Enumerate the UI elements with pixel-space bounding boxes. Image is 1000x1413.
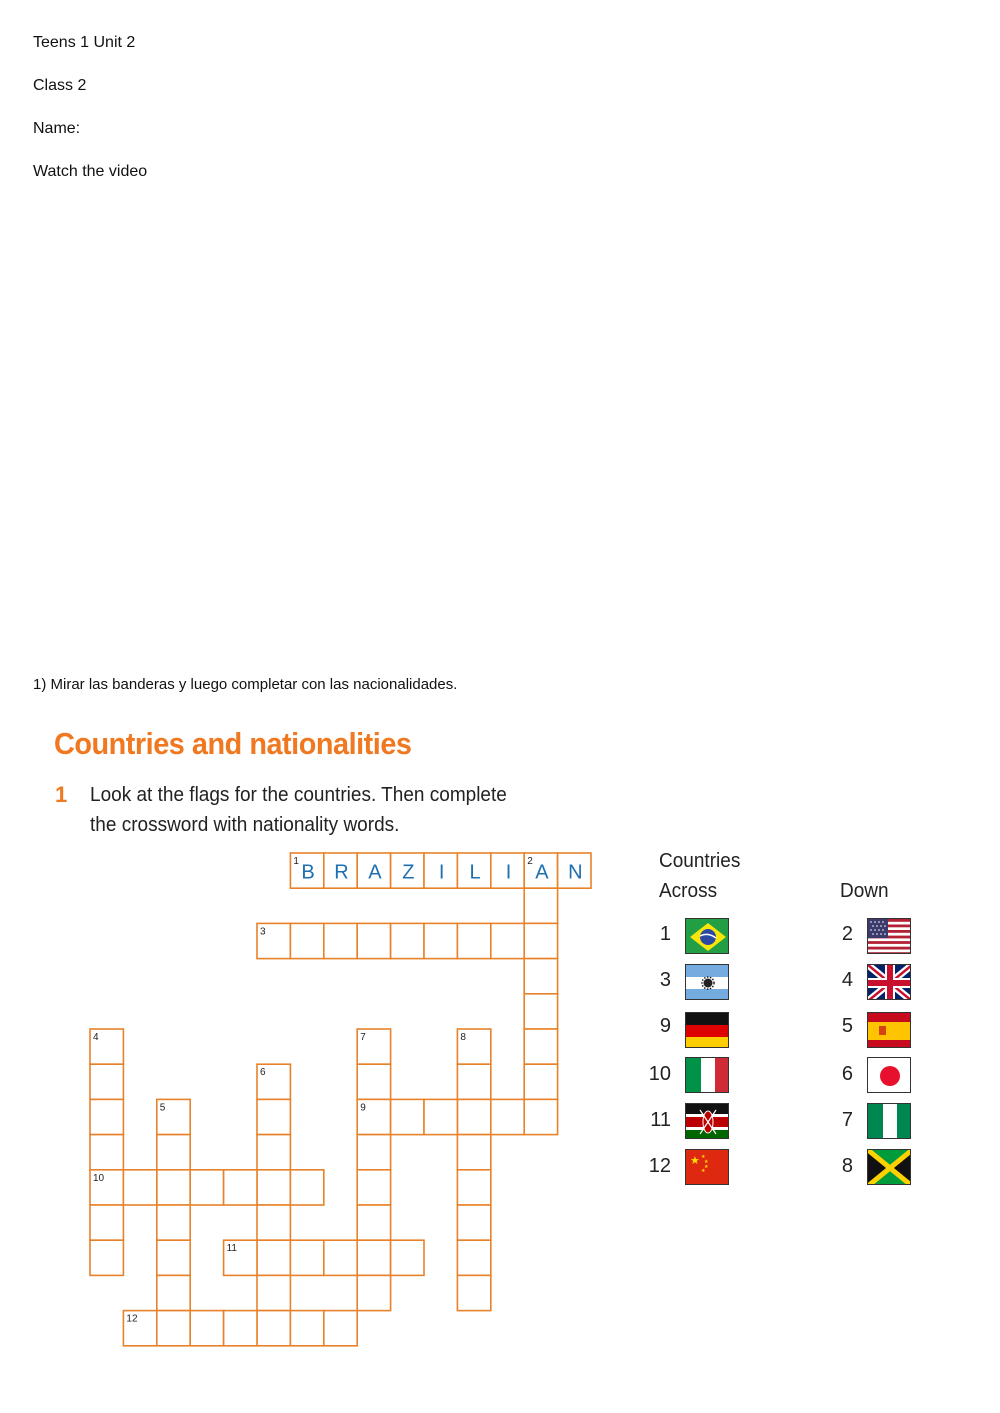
crossword-cell	[357, 1135, 390, 1170]
crossword-cell	[257, 1205, 290, 1240]
crossword-cell	[524, 994, 557, 1029]
crossword-clue-number: 4	[93, 1032, 99, 1043]
crossword-cell	[357, 1205, 390, 1240]
china-flag-icon	[685, 1149, 729, 1185]
crossword-cell	[524, 1099, 557, 1134]
legend-across-label: Across	[659, 880, 718, 902]
down-clue-5: 5	[841, 1015, 853, 1037]
crossword-cell	[157, 1205, 190, 1240]
crossword-cell	[457, 1275, 490, 1310]
crossword-cell	[524, 923, 557, 958]
crossword-cell	[257, 1135, 290, 1170]
crossword-cell	[324, 1240, 357, 1275]
crossword-cell	[224, 1170, 257, 1205]
down-clue-8: 8	[841, 1155, 853, 1177]
down-clue-2: 2	[841, 923, 853, 945]
svg-text:★: ★	[690, 1154, 700, 1167]
crossword-cell	[357, 923, 390, 958]
crossword-cell	[457, 1240, 490, 1275]
crossword-cell	[90, 1240, 123, 1275]
crossword-cell	[90, 1064, 123, 1099]
crossword-clue-number: 8	[460, 1032, 466, 1043]
crossword-letter: B	[301, 861, 315, 884]
crossword-cell	[324, 923, 357, 958]
brazil-flag-icon	[685, 918, 729, 954]
argentina-flag-icon	[685, 964, 729, 1000]
crossword-cell	[424, 1099, 457, 1134]
across-clue-11: 11	[650, 1109, 671, 1131]
down-clue-7: 7	[841, 1109, 853, 1131]
crossword-clue-number: 9	[360, 1102, 366, 1114]
crossword-clue-number: 3	[260, 926, 266, 938]
exercise-text-line1: Look at the flags for the countries. Then complete	[90, 784, 507, 806]
crossword-cell	[457, 1064, 490, 1099]
spain-flag-icon	[867, 1012, 911, 1048]
svg-text:★: ★	[704, 1159, 709, 1165]
svg-text:★: ★	[704, 1164, 709, 1170]
crossword-cell	[224, 1311, 257, 1346]
crossword-cell	[391, 923, 424, 958]
uk-flag-icon	[867, 964, 911, 1000]
across-clue-12: 12	[648, 1155, 671, 1177]
italy-flag-icon	[685, 1057, 729, 1093]
crossword-cell	[257, 1275, 290, 1310]
crossword-cell	[457, 1170, 490, 1205]
svg-text:★: ★	[701, 1168, 706, 1174]
crossword-cell	[157, 1311, 190, 1346]
usa-flag-icon	[867, 918, 911, 954]
crossword-letter: A	[535, 861, 549, 884]
crossword-cell	[190, 1170, 223, 1205]
svg-text:★: ★	[701, 1154, 706, 1160]
across-clue-10: 10	[648, 1063, 671, 1085]
crossword-cell	[90, 1135, 123, 1170]
crossword-cell	[290, 1311, 323, 1346]
class-label: Class 2	[33, 77, 87, 94]
down-clue-6: 6	[841, 1063, 853, 1085]
crossword-cell	[457, 923, 490, 958]
crossword-cell	[391, 1240, 424, 1275]
exercise-number: 1	[55, 782, 68, 807]
across-clue-9: 9	[659, 1015, 671, 1037]
jamaica-flag-icon	[867, 1149, 911, 1185]
crossword-cell	[257, 1311, 290, 1346]
instruction: 1) Mirar las banderas y luego completar con las nacionalidades.	[33, 676, 458, 693]
crossword-cell	[290, 1240, 323, 1275]
crossword-cell	[391, 1099, 424, 1134]
crossword-cell	[357, 1275, 390, 1310]
crossword-letter: N	[568, 861, 583, 884]
crossword-cell	[257, 1170, 290, 1205]
crossword-cell	[190, 1311, 223, 1346]
crossword-cell	[524, 959, 557, 994]
crossword-cell	[524, 1029, 557, 1064]
crossword-letter: I	[505, 861, 512, 884]
crossword-cell	[157, 1135, 190, 1170]
crossword-cell	[290, 1170, 323, 1205]
crossword-cell	[123, 1170, 156, 1205]
crossword-clue-number: 6	[260, 1067, 266, 1079]
crossword-cell	[324, 1311, 357, 1346]
name-label: Name:	[33, 120, 81, 137]
crossword-cell	[90, 1205, 123, 1240]
crossword-cell	[491, 923, 524, 958]
crossword-clue-number: 2	[527, 856, 533, 867]
crossword-cell	[157, 1275, 190, 1310]
crossword-cell	[157, 1170, 190, 1205]
legend-down-label: Down	[840, 880, 889, 902]
crossword-cell	[524, 1064, 557, 1099]
crossword-letter: A	[368, 861, 382, 884]
crossword-letter: Z	[402, 861, 415, 884]
across-clue-1: 1	[659, 923, 671, 945]
crossword-clue-number: 1	[293, 856, 299, 867]
crossword-clue-number: 5	[159, 1102, 166, 1114]
course-title: Teens 1 Unit 2	[33, 34, 136, 51]
crossword-cell	[257, 1240, 290, 1275]
across-clue-3: 3	[659, 969, 671, 991]
crossword-letter: L	[469, 861, 481, 884]
crossword-cell	[290, 923, 323, 958]
crossword-cell	[157, 1240, 190, 1275]
crossword-cell	[491, 1099, 524, 1134]
crossword-cell	[457, 1205, 490, 1240]
germany-flag-icon	[685, 1012, 729, 1048]
crossword-clue-number: 11	[226, 1243, 237, 1255]
exercise-text-line2: the crossword with nationality words.	[90, 814, 400, 836]
crossword-clue-number: 12	[126, 1313, 138, 1325]
crossword-cell	[524, 888, 557, 923]
crossword-cell	[424, 923, 457, 958]
crossword-clue-number: 7	[360, 1032, 366, 1043]
crossword-cell	[257, 1099, 290, 1134]
exercise-title: Countries and nationalities	[54, 726, 412, 761]
down-clue-4: 4	[841, 969, 853, 991]
crossword-clue-number: 10	[93, 1172, 105, 1184]
japan-flag-icon	[867, 1057, 911, 1093]
crossword-cell	[457, 1135, 490, 1170]
legend-countries-label: Countries	[659, 850, 741, 872]
kenya-flag-icon	[685, 1103, 729, 1139]
crossword-cell	[90, 1099, 123, 1134]
nigeria-flag-icon	[867, 1103, 911, 1139]
video-label: Watch the video	[33, 163, 148, 180]
crossword-letter: R	[334, 861, 349, 884]
crossword-cell	[357, 1240, 390, 1275]
crossword-cell	[357, 1064, 390, 1099]
crossword-cell	[457, 1099, 490, 1134]
crossword-letter: I	[438, 861, 445, 884]
crossword-cell	[357, 1170, 390, 1205]
